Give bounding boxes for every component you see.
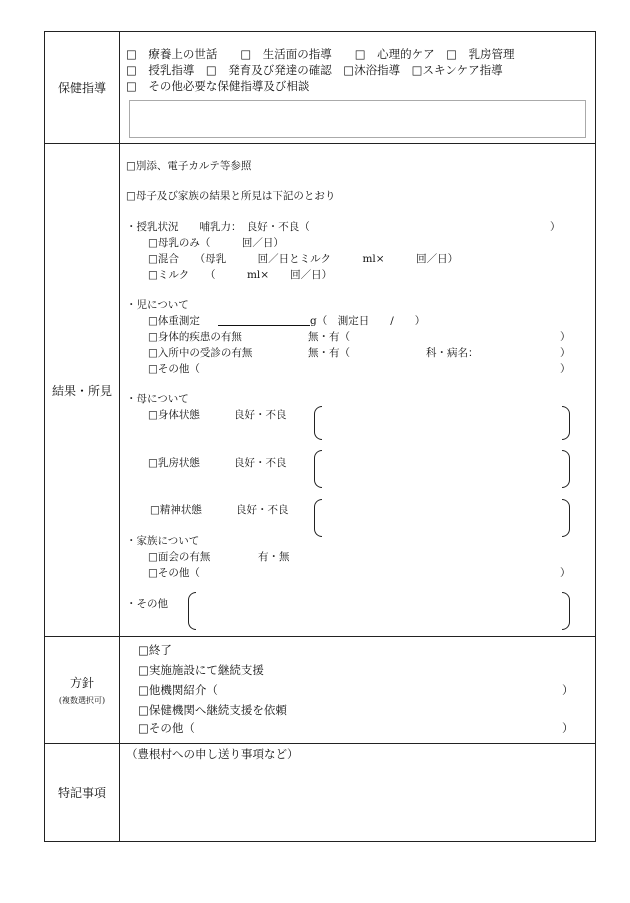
houshin-opt2[interactable]: □実施施設にて継続支援 (138, 663, 264, 677)
ji-visit-close: ） (560, 347, 571, 359)
kazoku-other[interactable]: □その他（ (148, 567, 200, 579)
ji-weight-b: g（ 測定日 / ） (310, 315, 426, 327)
ji-title: ・児について (126, 299, 189, 311)
haha-title: ・母について (126, 393, 189, 405)
ji-visit-a[interactable]: □入所中の受診の有無 (148, 347, 253, 359)
content-kekka (120, 144, 595, 636)
section-houshin (45, 637, 595, 744)
content-hoken (120, 32, 595, 143)
ji-weight-blank[interactable] (218, 316, 310, 326)
haha-breast-bracket-right (562, 450, 570, 488)
ji-weight-a[interactable]: □体重測定 (148, 315, 200, 327)
haha-breast-a[interactable]: □乳房状態 (148, 457, 200, 469)
tokki-note: （豊根村への申し送り事項など） (126, 747, 299, 761)
haha-body-a[interactable]: □身体状態 (148, 409, 200, 421)
section-hoken (45, 32, 595, 144)
kazoku-visit-a[interactable]: □面会の有無 (148, 551, 211, 563)
label-tokki: 特記事項 (45, 744, 120, 841)
kekka-other-bracket-right (562, 592, 570, 630)
section-tokki (45, 744, 595, 841)
label-houshin-sub: (複数選択可) (58, 696, 106, 705)
haha-mental-a[interactable]: □精神状態 (150, 504, 202, 516)
ji-disease-close: ） (560, 331, 571, 343)
kekka-family-note[interactable]: □母子及び家族の結果と所見は下記のとおり (126, 190, 336, 202)
haha-body-b: 良好・不良 (234, 409, 287, 421)
ji-visit-c: 科・病名： (426, 347, 479, 359)
hoken-free-text-left[interactable] (129, 100, 586, 138)
ji-disease-b: 無・有（ (308, 331, 350, 343)
content-houshin (120, 637, 595, 743)
report-form (44, 31, 596, 842)
jyunyu-opt2[interactable]: □混合 （母乳 回／日とミルク ml× 回／日） (148, 253, 459, 265)
kazoku-title: ・家族について (126, 535, 200, 547)
houshin-opt5-close: ） (562, 721, 574, 735)
houshin-opt5[interactable]: □その他（ (138, 721, 195, 735)
haha-mental-bracket-left[interactable] (314, 499, 322, 537)
haha-breast-bracket-left[interactable] (314, 450, 322, 488)
label-hoken: 保健指導 (45, 32, 120, 143)
hoken-line3[interactable]: □ その他必要な保健指導及び相談 (126, 79, 310, 93)
hoken-free-text-right (576, 100, 586, 138)
jyunyu-close: ） (550, 221, 561, 233)
label-houshin: 方針 (複数選択可) (45, 637, 120, 743)
haha-breast-b: 良好・不良 (234, 457, 287, 469)
hoken-line1[interactable]: □ 療養上の世話 □ 生活面の指導 □ 心理的ケア □ 乳房管理 (126, 47, 515, 61)
kazoku-visit-b: 有・無 (258, 551, 290, 563)
jyunyu-opt1[interactable]: □母乳のみ（ 回／日） (148, 237, 284, 249)
houshin-opt3-close: ） (562, 683, 574, 697)
jyunyu-opt3[interactable]: □ミルク （ ml× 回／日） (148, 269, 333, 281)
haha-body-bracket-left[interactable] (314, 406, 322, 440)
houshin-opt4[interactable]: □保健機関へ継続支援を依頼 (138, 703, 287, 717)
houshin-opt3[interactable]: □他機関紹介（ (138, 683, 218, 697)
kekka-other: ・その他 (126, 598, 168, 610)
kekka-other-bracket-left[interactable] (188, 592, 196, 630)
houshin-opt1[interactable]: □終了 (138, 643, 172, 657)
ji-other-close: ） (560, 363, 571, 375)
jyunyu-line1: ・授乳状況 哺乳力： 良好・不良（ (126, 221, 310, 233)
ji-other[interactable]: □その他（ (148, 363, 200, 375)
haha-mental-b: 良好・不良 (236, 504, 289, 516)
hoken-line2[interactable]: □ 授乳指導 □ 発育及び発達の確認 □沐浴指導 □スキンケア指導 (126, 63, 503, 77)
kekka-ref[interactable]: □別添、電子カルテ等参照 (126, 160, 252, 172)
ji-disease-a[interactable]: □身体的疾患の有無 (148, 331, 242, 343)
ji-visit-b: 無・有（ (308, 347, 350, 359)
section-kekka (45, 144, 595, 637)
content-tokki[interactable] (120, 744, 595, 841)
kazoku-other-close: ） (560, 567, 571, 579)
haha-body-bracket-right (562, 406, 570, 440)
haha-mental-bracket-right (562, 499, 570, 537)
label-kekka: 結果・所見 (45, 144, 120, 636)
